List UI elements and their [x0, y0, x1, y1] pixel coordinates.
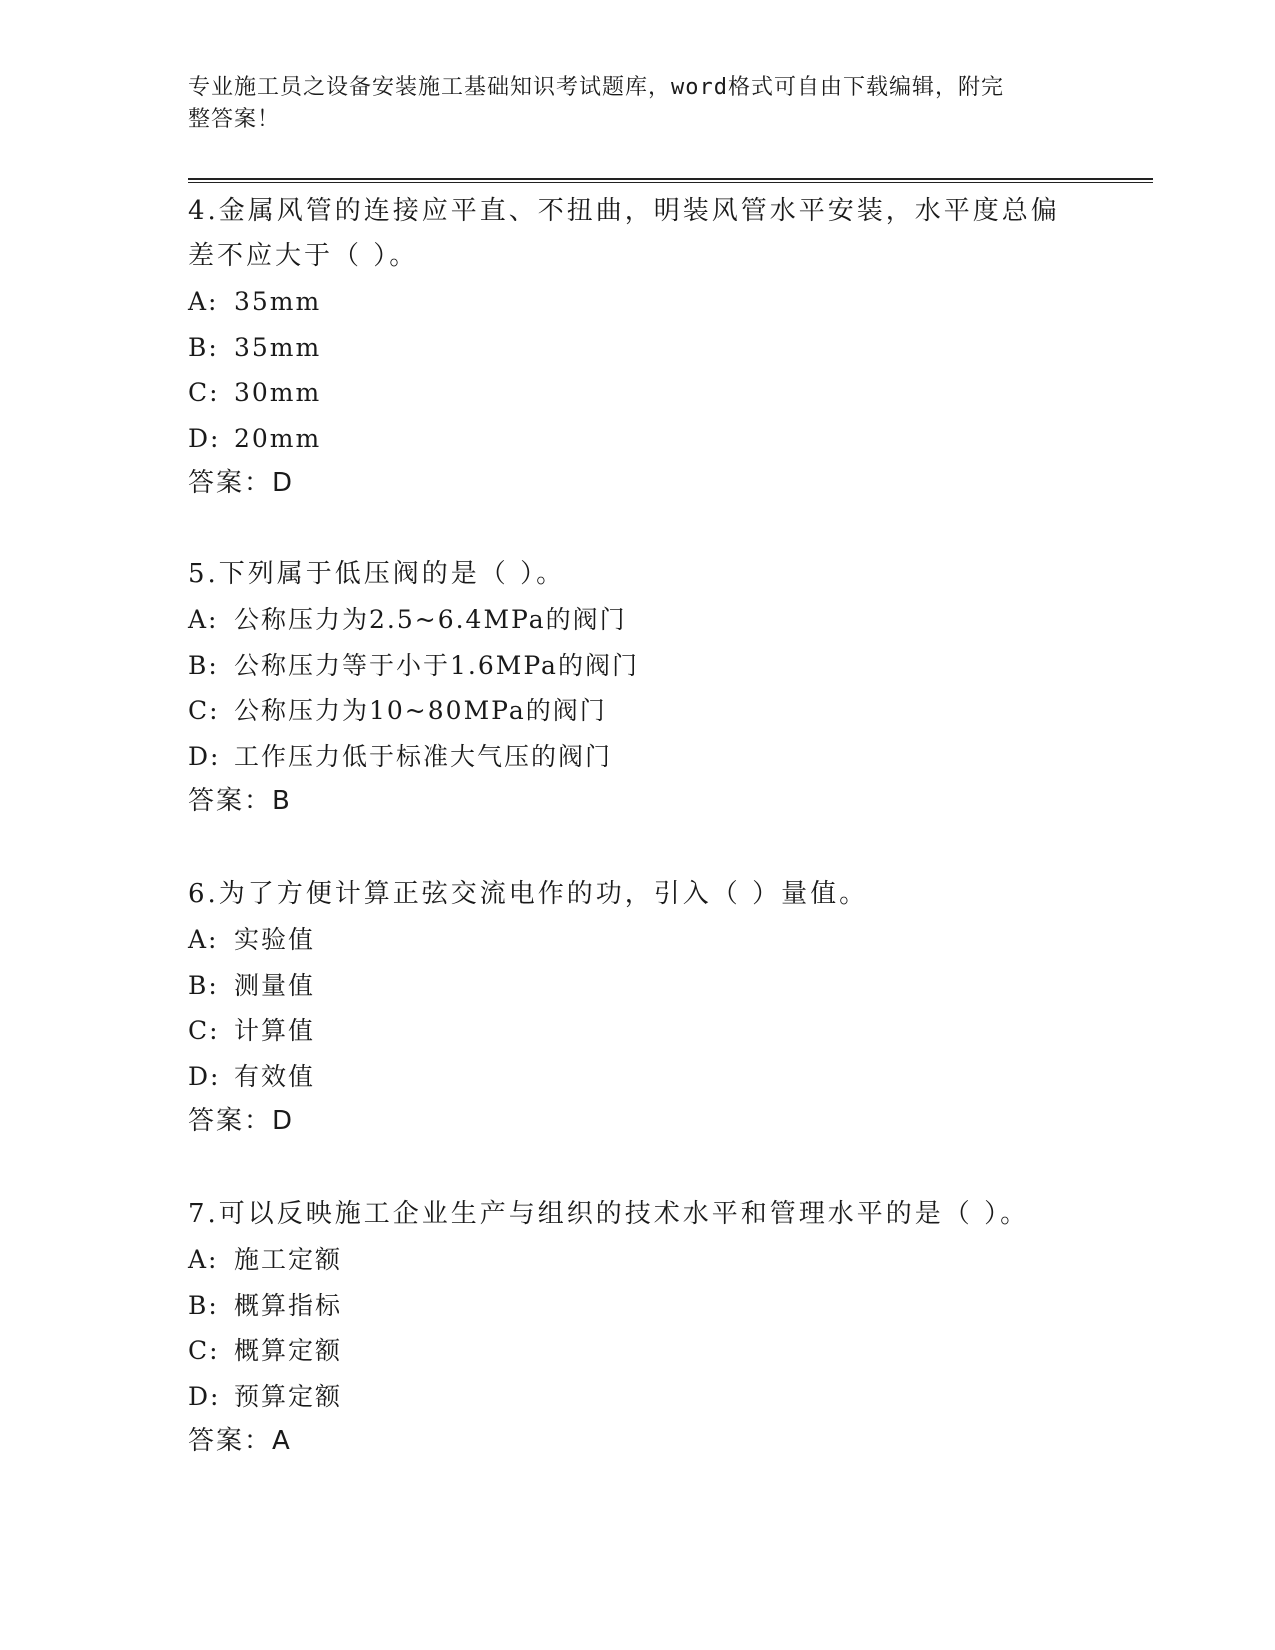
option-d — [188, 1374, 1088, 1420]
header-divider — [188, 178, 1153, 183]
option-text: 公称压力为2.5~6.4MPa的阀门 — [234, 605, 627, 634]
option-a — [188, 279, 1088, 325]
option-letter: A: — [188, 925, 219, 954]
option-text: 35mm — [234, 332, 322, 362]
option-letter: B: — [188, 650, 219, 680]
option-letter: B: — [188, 332, 219, 362]
question-text: 4.金属风管的连接应平直、不扭曲，明装风管水平安装，水平度总偏差不应大于（ ）。 — [188, 196, 1060, 271]
option-a — [188, 1237, 1088, 1283]
option-text: 概算定额 — [234, 1336, 343, 1365]
option-b — [188, 643, 1088, 689]
option-text: 测量值 — [234, 970, 316, 1000]
option-c — [188, 1008, 1088, 1054]
option-letter: A: — [188, 605, 219, 634]
option-text: 实验值 — [234, 925, 316, 954]
option-letter: C: — [188, 378, 220, 407]
option-text: 30mm — [234, 378, 322, 407]
answer-line: 答案：A — [188, 1426, 292, 1456]
option-letter: D: — [188, 1061, 221, 1091]
option-a — [188, 917, 1088, 963]
option-d — [188, 416, 1088, 462]
option-text: 公称压力等于小于1.6MPa的阀门 — [234, 650, 639, 680]
option-text: 预算定额 — [234, 1381, 343, 1411]
question-5 — [188, 552, 1088, 824]
option-b — [188, 325, 1088, 371]
option-letter: A: — [188, 1245, 219, 1274]
option-b — [188, 1283, 1088, 1329]
option-letter: D: — [188, 1381, 221, 1411]
option-text: 概算指标 — [234, 1290, 343, 1320]
option-text: 施工定额 — [234, 1245, 343, 1274]
option-c — [188, 370, 1088, 416]
answer-line: 答案：D — [188, 468, 295, 498]
option-text: 公称压力为10~80MPa的阀门 — [234, 696, 607, 725]
option-text: 工作压力低于标准大气压的阀门 — [234, 741, 613, 771]
option-text: 计算值 — [234, 1016, 316, 1045]
option-text: 有效值 — [234, 1061, 316, 1091]
answer-line: 答案：D — [188, 1106, 295, 1136]
question-4 — [188, 189, 1088, 506]
option-letter: B: — [188, 1290, 219, 1320]
option-c — [188, 1328, 1088, 1374]
option-letter: A: — [188, 287, 219, 316]
option-letter: B: — [188, 970, 219, 1000]
option-letter: C: — [188, 1016, 220, 1045]
option-d — [188, 734, 1088, 780]
header-line-2: 整答案！ — [188, 107, 281, 132]
option-text: 20mm — [234, 423, 322, 453]
question-text: 6.为了方便计算正弦交流电作的功，引入（ ）量值。 — [188, 879, 869, 909]
option-a — [188, 597, 1088, 643]
answer-line: 答案：B — [188, 786, 292, 816]
option-c — [188, 688, 1088, 734]
header-line-1: 专业施工员之设备安装施工基础知识考试题库，word格式可自由下载编辑，附完 — [188, 75, 1004, 100]
question-7 — [188, 1192, 1088, 1464]
option-letter: C: — [188, 696, 220, 725]
question-6 — [188, 872, 1088, 1144]
option-letter: D: — [188, 741, 221, 771]
document-header — [188, 72, 1068, 136]
question-text: 5.下列属于低压阀的是（ ）。 — [188, 559, 566, 589]
option-letter: C: — [188, 1336, 220, 1365]
option-d — [188, 1054, 1088, 1100]
option-text: 35mm — [234, 287, 322, 316]
option-b — [188, 963, 1088, 1009]
question-text: 7.可以反映施工企业生产与组织的技术水平和管理水平的是（ ）。 — [188, 1199, 1030, 1229]
option-letter: D: — [188, 423, 221, 453]
